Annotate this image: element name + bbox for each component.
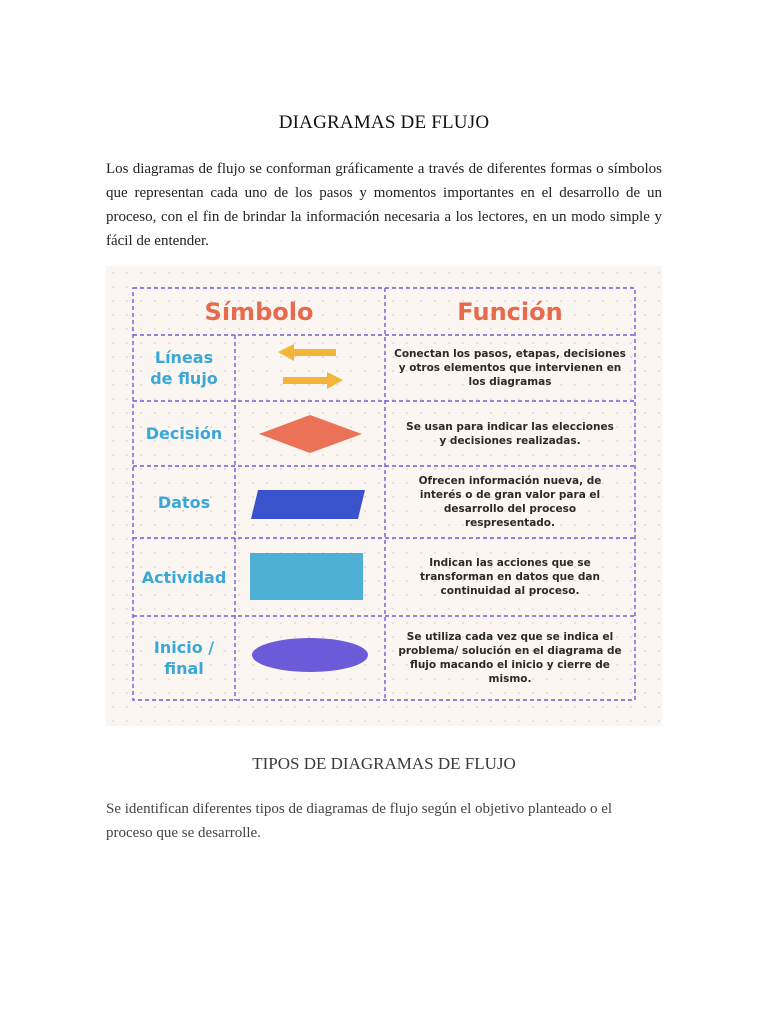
function-decision: Se usan para indicar las elecciones y decisiones realizadas. xyxy=(406,420,614,447)
flowchart-symbols-figure xyxy=(106,266,662,726)
flow-lines-label: Líneas de flujo xyxy=(150,348,218,388)
row-label-flow-lines xyxy=(133,335,235,401)
function-start-end: Se utiliza cada vez que se indica el problema/ solución en el diagrama de flujo macando el inicio y cierre de mismo. xyxy=(398,631,622,685)
data-parallelogram-icon xyxy=(251,490,365,519)
types-paragraph: Se identifican diferentes tipos de diagramas de flujo según el objetivo planteado o el proceso que se desarrolle. xyxy=(106,801,613,841)
row-label-activity: Actividad xyxy=(141,567,227,587)
decision-diamond-icon xyxy=(259,415,362,453)
section-subtitle: TIPOS DE DIAGRAMAS DE FLUJO xyxy=(252,754,516,773)
row-label-decision: Decisión xyxy=(145,424,223,443)
activity-rectangle-icon xyxy=(250,553,363,600)
header-symbol: Símbolo xyxy=(204,297,314,326)
row-label-data: Datos xyxy=(157,492,211,512)
function-data: Ofrecen información nueva, de interés o de gran valor para el desarrollo del proceso respresentado. xyxy=(418,475,602,529)
intro-paragraph: Los diagramas de flujo se conforman gráficamente a través de diferentes formas o símbolos que representan cada uno de los pasos y momentos importantes en el desarrollo de un proceso, con el fin de brindar la información necesaria a los lectores, en un modo simple y fácil de entender. xyxy=(106,161,662,249)
start-end-ellipse-icon xyxy=(252,638,368,672)
function-flow-lines: Conectan los pasos, etapas, decisiones y otros elementos que intervienen en los diagramas xyxy=(394,348,626,388)
header-function: Función xyxy=(457,297,563,326)
document-title: DIAGRAMAS DE FLUJO xyxy=(278,112,490,133)
function-activity: Indican las acciones que se transforman en datos que dan continuidad al proceso. xyxy=(420,557,600,597)
row-label-start-end: Inicio / final xyxy=(153,638,215,678)
arrows-icon xyxy=(278,344,343,389)
